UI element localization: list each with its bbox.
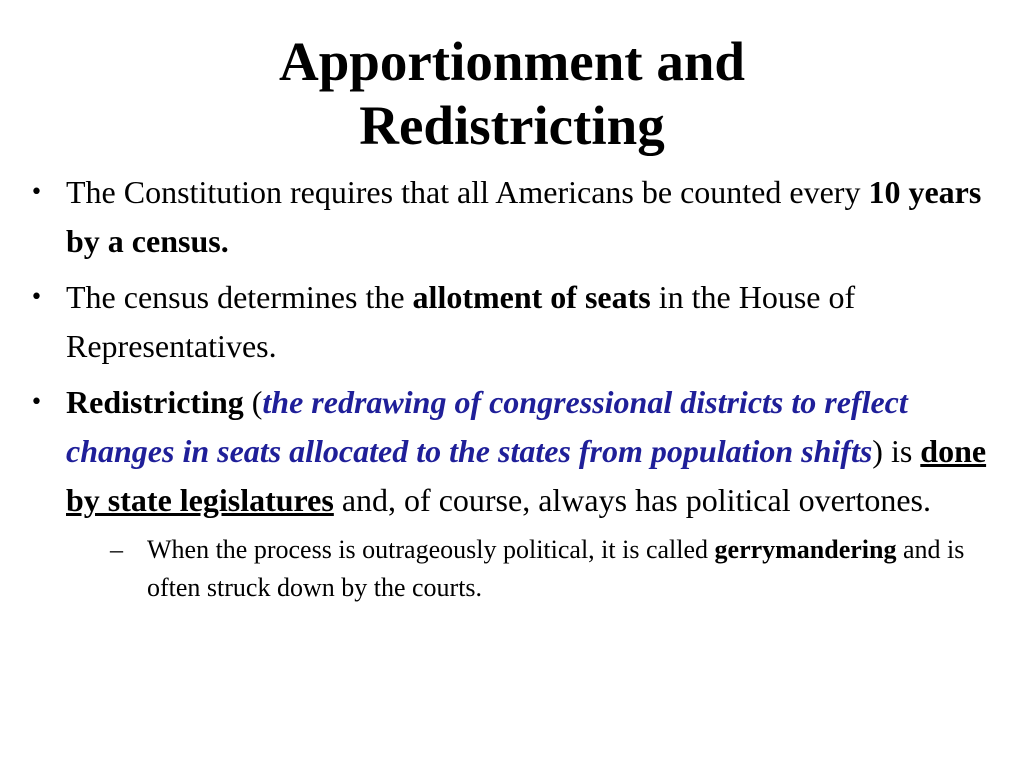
bullet-marker: • [30,180,43,205]
sub-bullet-text-b: and is often struck down by the courts. [147,535,965,602]
bullet-census-text: The Constitution requires that all Americans be counted every [66,174,869,210]
bullet-redistricting [30,378,990,607]
bullet-redistricting-open-paren: ( [243,384,263,420]
bullet-redistricting-underlined: done by state legislatures [66,433,987,518]
bullet-marker: • [30,285,43,310]
slide-title [0,30,1024,158]
redistricting-definition: the redrawing of congressional districts to reflect changes in seats allocated to the states from population shifts [66,384,908,469]
bullet-allotment-text-b: in the House of Representatives. [66,279,856,364]
bullet-marker: • [30,390,43,415]
bullet-census-bold: 10 years by a census. [66,174,982,259]
bullet-allotment-text-a: The census determines the [66,279,413,315]
bullet-census [30,168,990,266]
bullet-redistricting-close-paren: ) is [872,433,921,469]
bullet-redistricting-term: Redistricting [66,384,244,420]
bullet-allotment-bold: allotment of seats [412,279,651,315]
title-line-1: Apportionment and [278,31,746,92]
sub-bullet-text-a: When the process is outrageously political, it is called [147,535,715,564]
title-line-2: Redistricting [359,95,665,156]
bullet-redistricting-text-b: and, of course, always has political overtones. [333,482,931,518]
sub-bullet-gerrymandering [102,531,990,607]
sub-bullet-bold: gerrymandering [714,535,897,564]
bullet-allotment [30,273,990,371]
sub-bullet-marker: – [110,535,123,564]
bullet-list [30,168,990,614]
